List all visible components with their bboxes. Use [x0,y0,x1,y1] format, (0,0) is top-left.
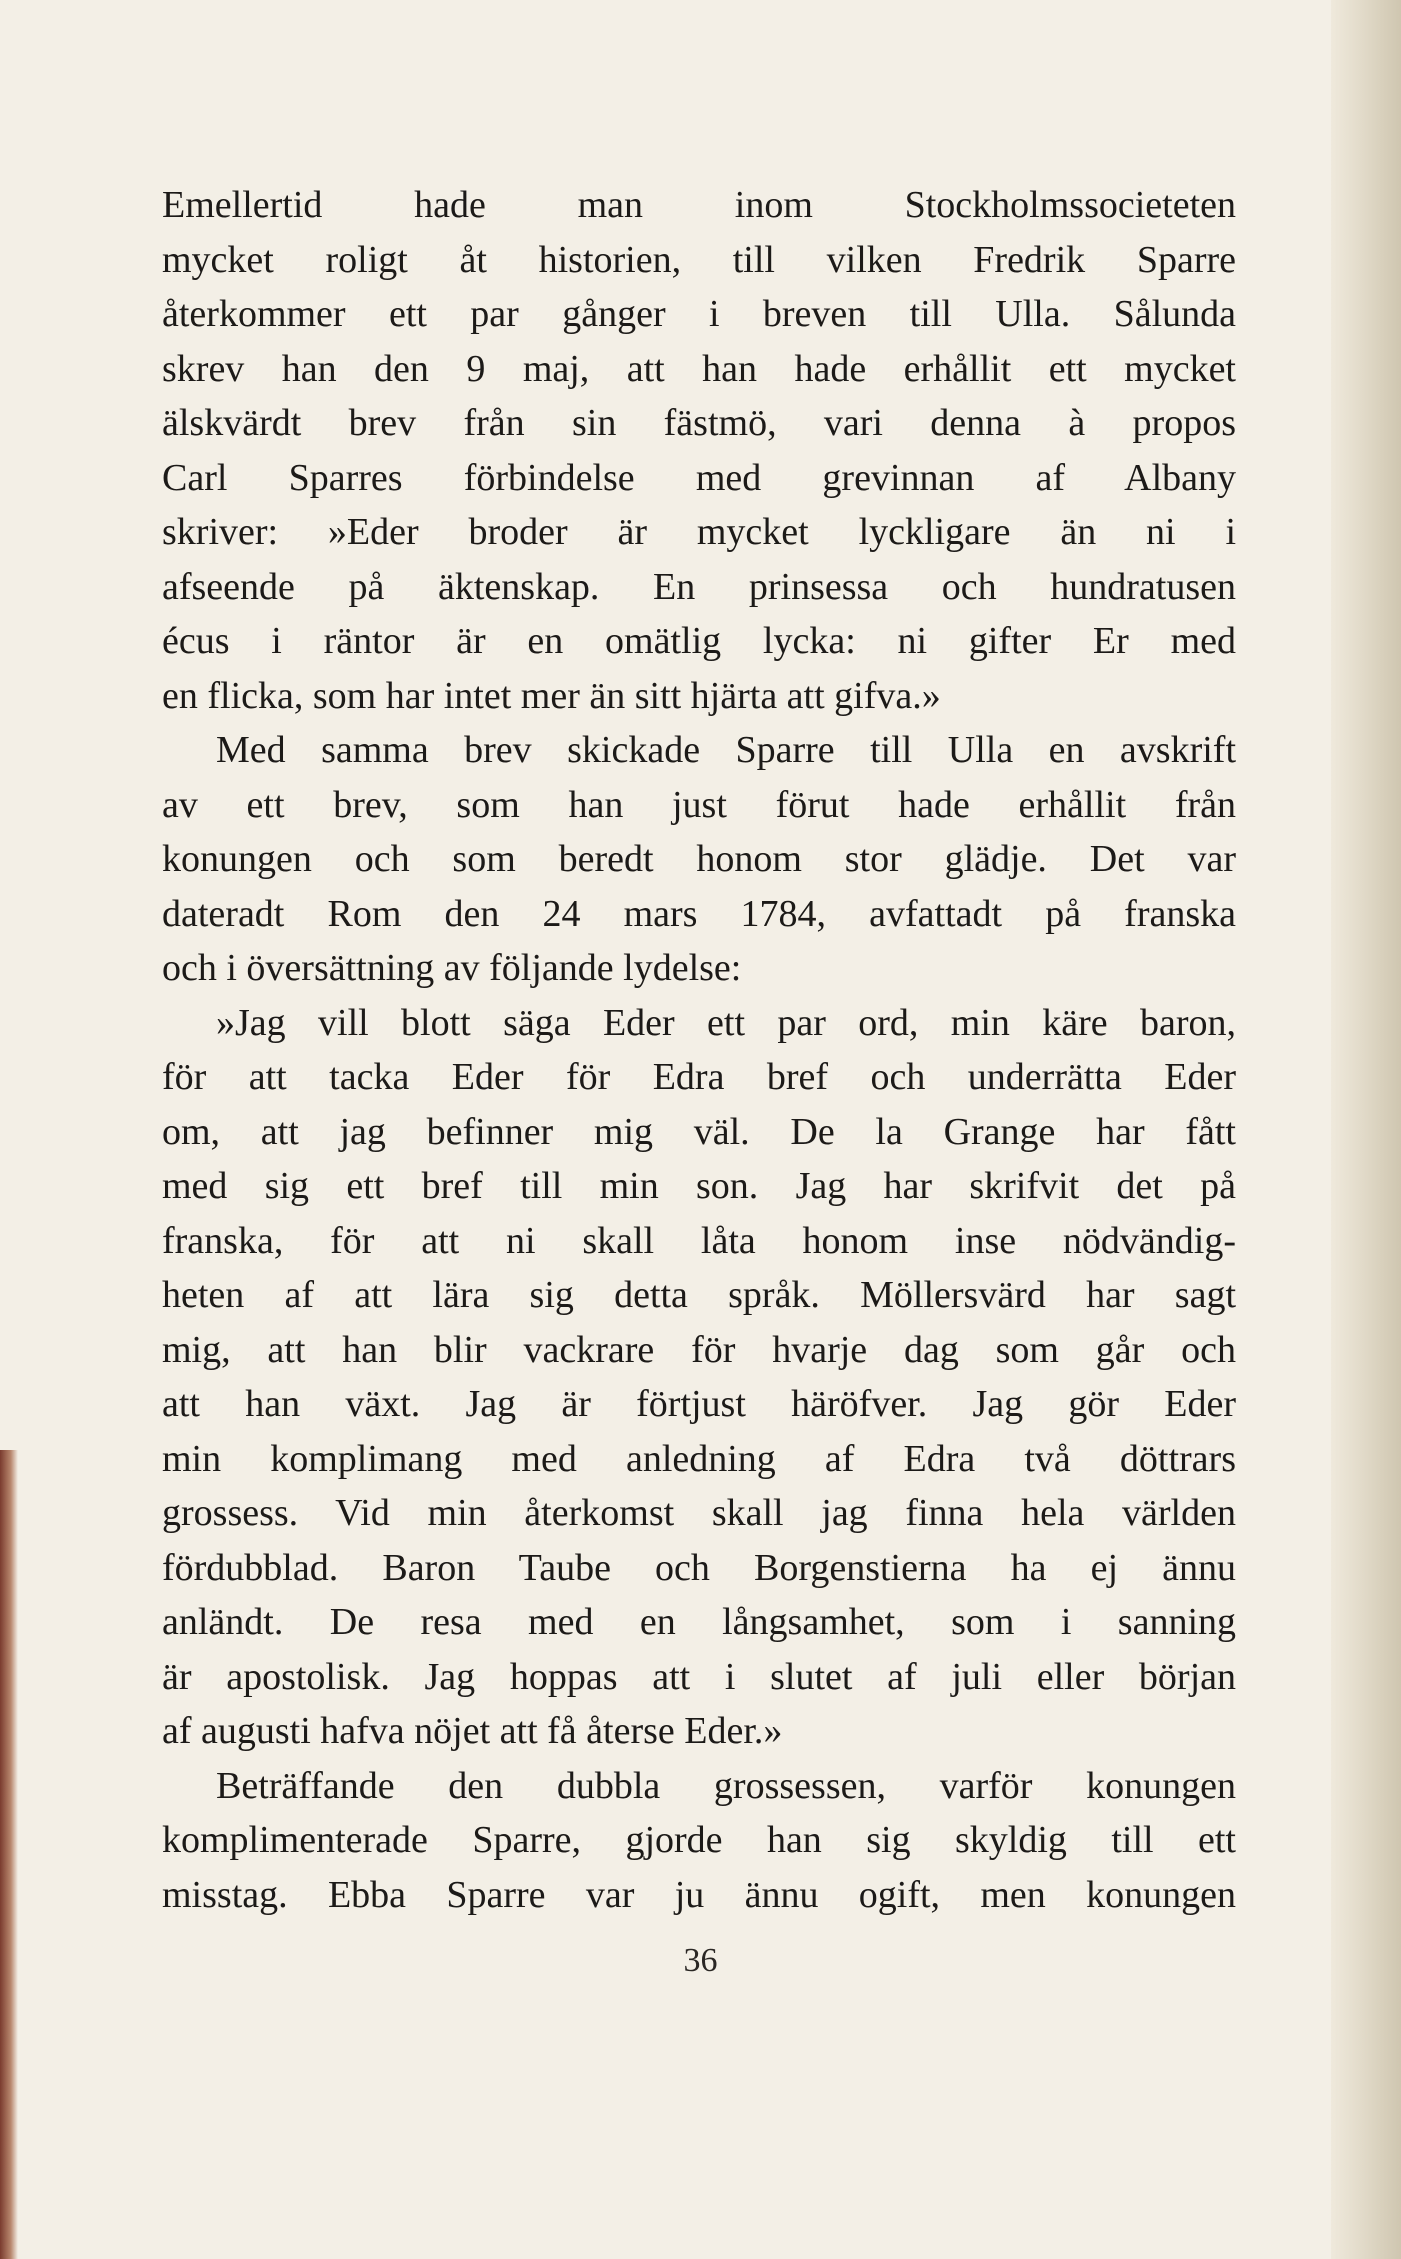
text-line: afseende på äktenskap. En prinsessa och hundratusen [162,565,1236,608]
text-line: älskvärdt brev från sin fästmö, vari denna à propos [162,402,1236,444]
text-line: dateradt Rom den 24 mars 1784, avfattadt på franska [162,892,1236,935]
text-line: av ett brev, som han just förut hade erhållit från [162,783,1236,826]
text-line: och i översättning av följande lydelse: [162,947,742,989]
text-line: återkommer ett par gånger i breven till Ulla. Sålunda [162,293,1236,335]
body-text [162,178,1236,1922]
text-line: Beträffande den dubbla grossessen, varför konungen [216,1764,1236,1807]
text-line: »Jag vill blott säga Eder ett par ord, min käre baron, [216,1001,1236,1044]
text-line: skriver: »Eder broder är mycket lyckligare än ni i [162,511,1236,553]
text-line: för att tacka Eder för Edra bref och underrätta Eder [162,1056,1236,1098]
text-line: heten af att lära sig detta språk. Möllersvärd har sagt [162,1274,1236,1316]
text-line: med sig ett bref till min son. Jag har skrifvit det på [162,1165,1236,1207]
text-line: franska, för att ni skall låta honom inse nödvändig- [162,1219,1236,1262]
page-right-edge [1331,0,1401,2259]
text-line: misstag. Ebba Sparre var ju ännu ogift, men konungen [162,1873,1236,1916]
text-line: Med samma brev skickade Sparre till Ulla en avskrift [216,729,1236,771]
text-line: Carl Sparres förbindelse med grevinnan af Albany [162,456,1236,499]
text-line: skrev han den 9 maj, att han hade erhållit ett mycket [162,347,1236,390]
text-line: är apostolisk. Jag hoppas att i slutet af juli eller början [162,1655,1236,1698]
text-line: grossess. Vid min återkomst skall jag finna hela världen [162,1492,1236,1534]
text-line: af augusti hafva nöjet att få återse Eder.» [162,1710,783,1752]
text-line: en flicka, som har intet mer än sitt hjärta att gifva.» [162,674,941,717]
text-line: min komplimang med anledning af Edra två döttrars [162,1437,1236,1480]
text-line: att han växt. Jag är förtjust häröfver. Jag gör Eder [162,1383,1236,1425]
text-line: écus i räntor är en omätlig lycka: ni gifter Er med [162,620,1236,662]
text-line: konungen och som beredt honom stor glädje. Det var [162,838,1236,880]
text-line: komplimenterade Sparre, gjorde han sig skyldig till ett [162,1819,1236,1861]
text-line: Emellertid hade man inom Stockholmssocieteten [162,184,1236,226]
text-line: om, att jag befinner mig väl. De la Grange har fått [162,1110,1236,1153]
text-line: fördubblad. Baron Taube och Borgenstierna ha ej ännu [162,1546,1236,1589]
binding-shadow [0,1450,18,2259]
page-number: 36 [683,1942,718,1979]
text-line: anländt. De resa med en långsamhet, som i sanning [162,1601,1236,1643]
text-line: mig, att han blir vackrare för hvarje dag som går och [162,1328,1236,1371]
text-line: mycket roligt åt historien, till vilken Fredrik Sparre [162,238,1236,281]
